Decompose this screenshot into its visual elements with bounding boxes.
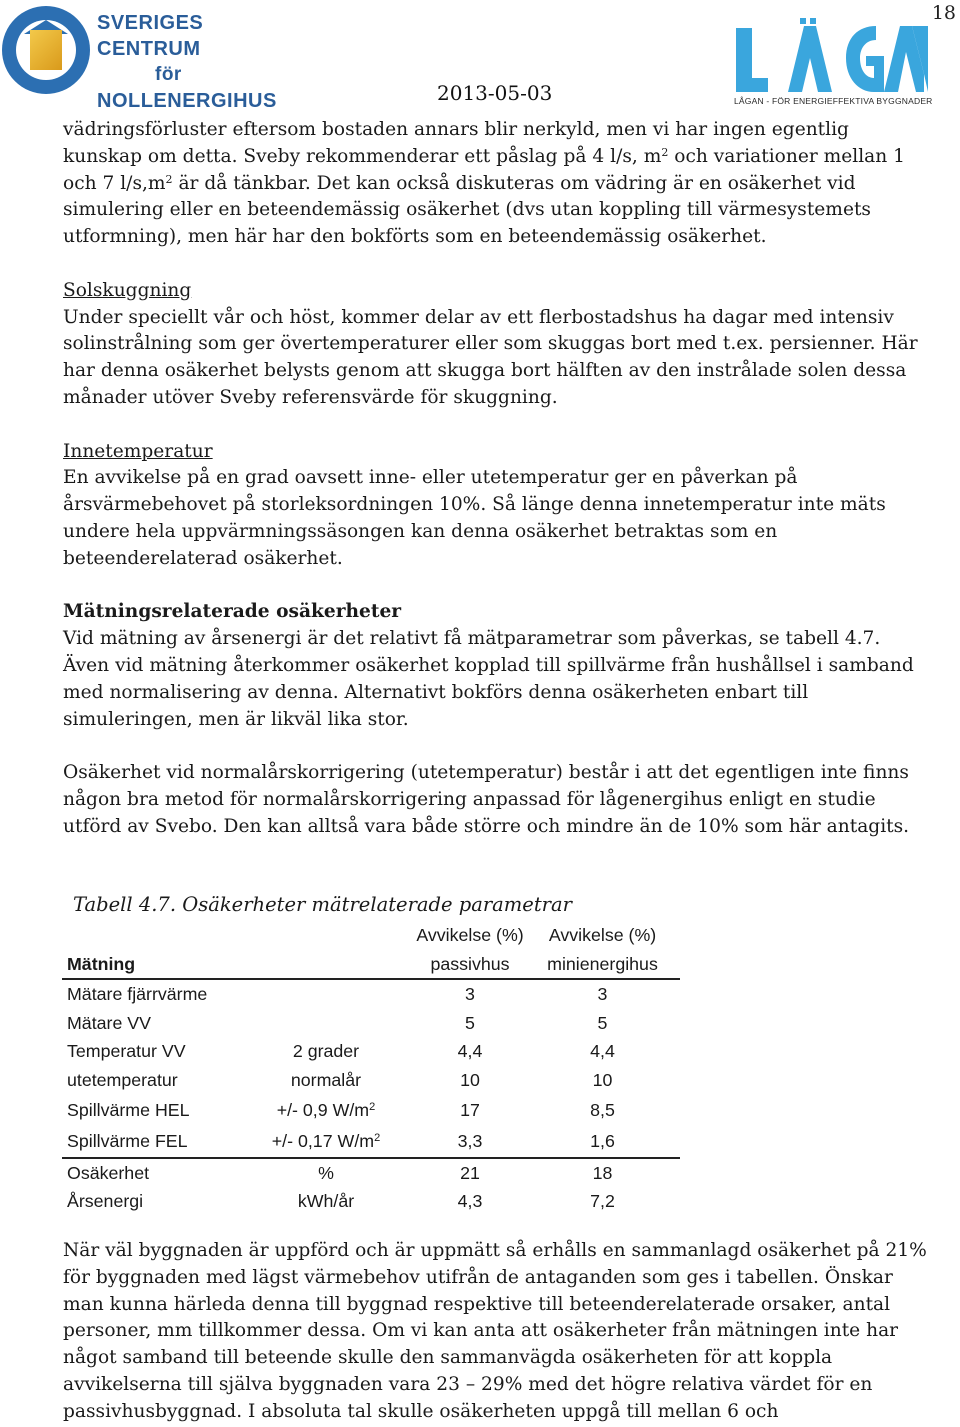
table-row: Mätare VV 5 5 bbox=[67, 1012, 608, 1033]
table-header-row: Mätning passivhus minienergihus bbox=[62, 950, 680, 979]
document-date: 2013-05-03 bbox=[437, 81, 553, 105]
heading-matningsrelaterade: Mätningsrelaterade osäkerheter bbox=[63, 601, 402, 623]
measurement-table bbox=[62, 920, 680, 1216]
table-row: Spillvärme HEL +/- 0,9 $W/m^2$ 17 8,5 bbox=[67, 1099, 615, 1120]
house-icon bbox=[30, 30, 62, 70]
table-summary-row: Osäkerhet % 21 18 bbox=[67, 1162, 613, 1183]
sveriges-centrum-logo bbox=[2, 6, 277, 112]
table-row: Mätare fjärrvärme 3 3 bbox=[67, 983, 608, 1004]
table-caption: Tabell 4.7. Osäkerheter mätrelaterade parametrar bbox=[73, 893, 572, 916]
lagan-tagline: LÅGAN - FÖR ENERGIEFFEKTIVA BYGGNADER bbox=[734, 96, 933, 106]
paragraph-summary: När väl byggnaden är uppförd och är uppmätt så erhålls en sammanlagd osäkerhet på 21% för byggnaden med lägst värmebehov utifrån de antaganden som ges i tabellen. Önskar man kunna härleda denna till byggnad respektive till beteenderelaterade orsaker, antal personer, mm tillkommer dessa. Om vi kan anta att osäkerheter från mätningen inte har något samband till beteende skulle den sammanvägda osäkerheten för att koppla avvikelserna till själva byggnaden vara 23 – 29% med det högre relativa värdet för en passivhusbyggnad. I absoluta tal skulle osäkerheten uppgå till mellan 6 och bbox=[63, 1240, 927, 1422]
section-innetemperatur: Innetemperatur En avvikelse på en grad oavsett inne- eller utetemperatur ger en påverkan på årsvärmebehovet på storleksordningen 10%. Så länge denna innetemperatur inte mäts undere hela uppvärmningssäsongen kan denna osäkerhet betraktas som en beteenderelaterad osäkerhet. bbox=[63, 440, 886, 569]
body-text bbox=[63, 117, 931, 867]
table-row: Spillvärme FEL +/- 0,17 $W/m^2$ 3,3 1,6 bbox=[62, 1126, 680, 1158]
page-number: 18 bbox=[931, 2, 956, 24]
section-solskuggning: Solskuggning Under speciellt vår och höst, kommer delar av ett flerbostadshus ha dagar med intensiv solinstrålning som ger övertemperaturer eller som skuggas bort med t.ex. persienner. Här har denna osäkerhet belysts genom att skugga bort hälften av den instrålade solen dessa månader utöver Sveby referensvärde för skuggning. bbox=[63, 279, 918, 408]
heading-solskuggning: Solskuggning bbox=[63, 279, 192, 301]
paragraph-normalar: Osäkerhet vid normalårskorrigering (utetemperatur) består i att det egentligen inte finns någon bra metod för normalårskorrigering anpassad för lågenergihus enligt en studie utförd av Svebo. Den kan alltså vara både större och mindre än de 10% som här antagits. bbox=[63, 762, 910, 837]
heading-innetemperatur: Innetemperatur bbox=[63, 440, 213, 462]
lagan-logo bbox=[734, 18, 933, 106]
lagan-wordmark-icon bbox=[734, 18, 930, 94]
table-row: Temperatur VV 2 grader 4,4 4,4 bbox=[67, 1041, 615, 1062]
table-row: utetemperatur normalår 10 10 bbox=[67, 1069, 613, 1090]
section-matning: Mätningsrelaterade osäkerheter Vid mätning av årsenergi är det relativt få mätparametrar som påverkas, se tabell 4.7. Även vid mätning återkommer osäkerhet kopplad till spillvärme från hushållsel i samband med normalisering av denna. Alternativt bokförs denna osäkerheten enbart till simuleringen, men är likväl lika stor. bbox=[63, 601, 914, 730]
paragraph-ventilation: vädringsförluster eftersom bostaden annars blir nerkyld, men vi har ingen egentlig kunskap om detta. Sveby rekommenderar ett påslag på 4 l/s, $m^2$ och variationer mellan 1 och 7 $l/s,m^2$ är då tänkbar. Det kan också diskuteras om vädring är en osäkerhet vid simulering eller en beteendemässig osäkerhet (dvs utan koppling till värmesystemets utformning), men här har den bokförts som en beteendemässig osäkerhet. bbox=[63, 119, 905, 248]
table-header-row: Avvikelse (%) Avvikelse (%) bbox=[416, 924, 657, 945]
logo-left-text: SVERIGES CENTRUM för NOLLENERGIHUS bbox=[97, 12, 277, 112]
table-summary-row: Årsenergi kWh/år 4,3 7,2 bbox=[67, 1191, 615, 1212]
